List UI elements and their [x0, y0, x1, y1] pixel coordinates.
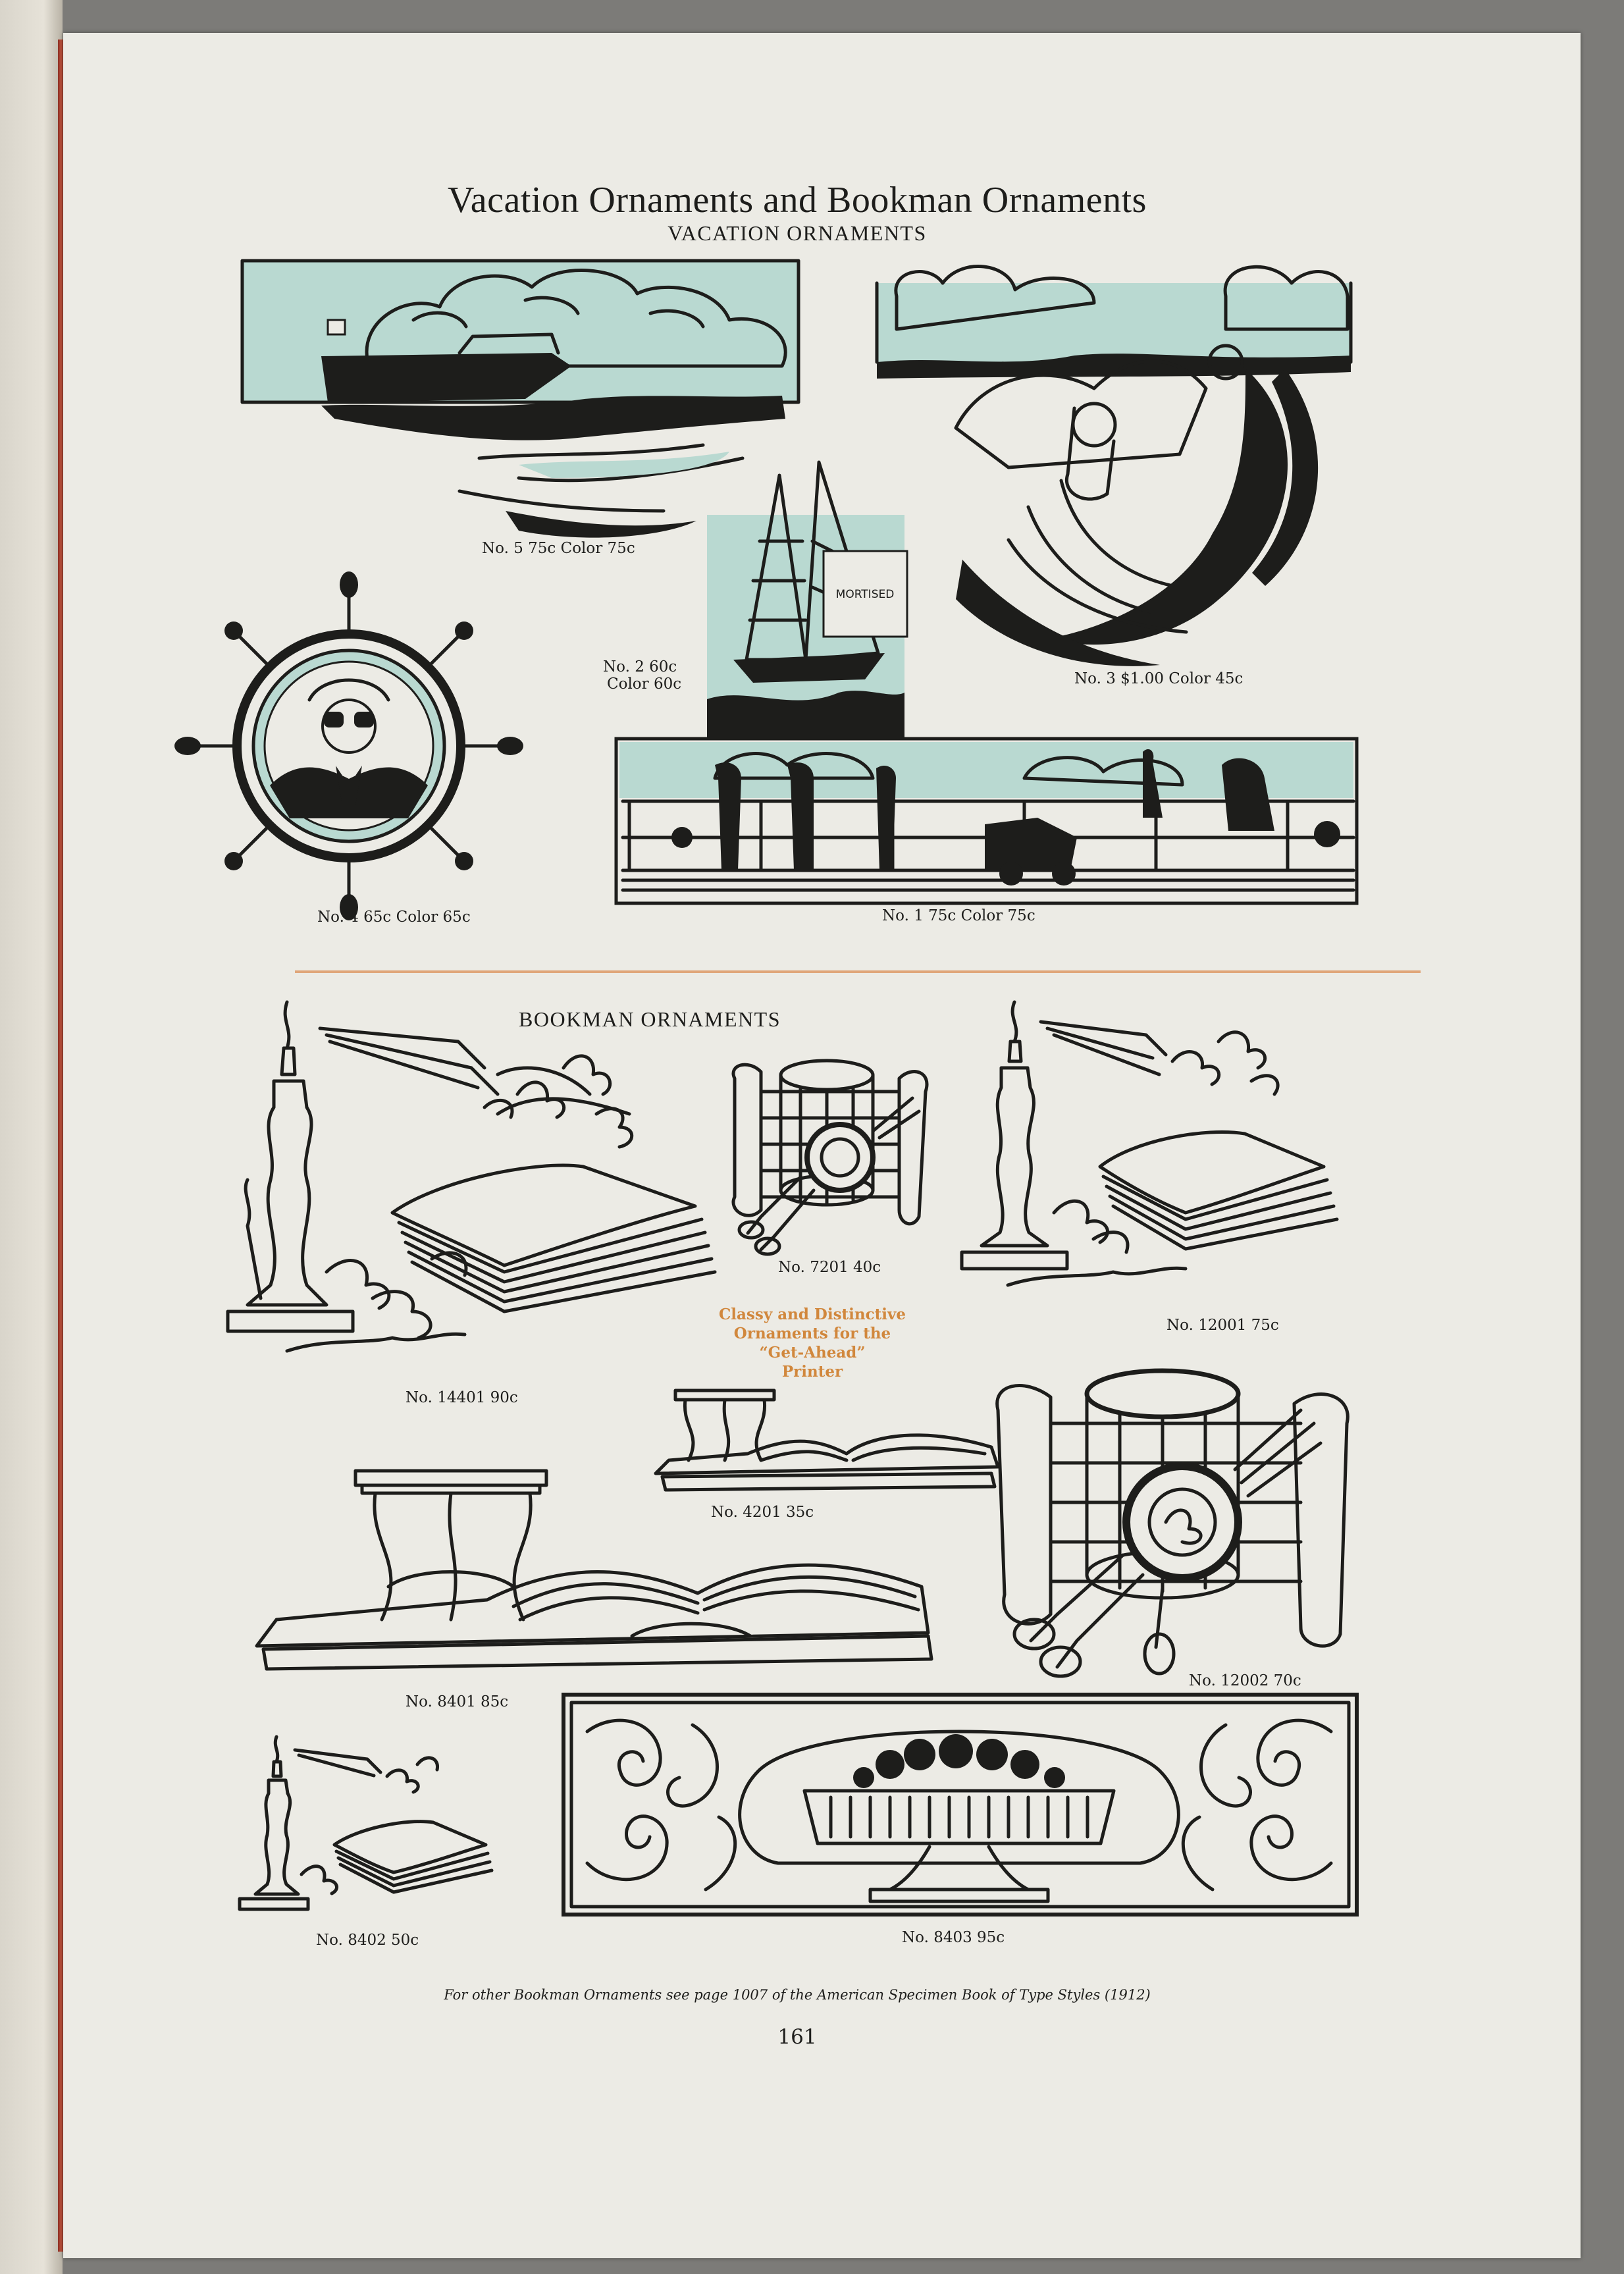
caption-no8403: No. 8403 95c — [902, 1929, 1005, 1946]
drum-horn-scroll-illustration — [991, 1364, 1360, 1690]
caption-no2-price: No. 2 60c — [603, 658, 677, 675]
caption-no12002: No. 12002 70c — [1189, 1672, 1301, 1689]
caption-no4201: No. 4201 35c — [711, 1504, 814, 1521]
bathers-in-wave-illustration — [877, 257, 1357, 685]
promo-line-2: Ornaments for the — [733, 1325, 891, 1342]
caption-no14401: No. 14401 90c — [406, 1389, 518, 1406]
promo-line-4: Printer — [781, 1363, 843, 1381]
footnote: For other Bookman Ornaments see page 1007 of the American Specimen Book of Type Styles (1912) — [444, 1987, 1151, 2003]
section-divider-rule — [295, 970, 1421, 973]
caption-no12001: No. 12001 75c — [1166, 1317, 1279, 1334]
caption-no5: No. 5 75c Color 75c — [482, 540, 635, 557]
page-number: 161 — [777, 2025, 817, 2049]
mortised-label: MORTISED — [835, 588, 895, 601]
promo-text — [700, 1305, 924, 1381]
fruit-basket-scrollwork-illustration — [561, 1692, 1364, 1917]
drum-horn-scroll-illustration — [721, 1052, 942, 1256]
caption-no3: No. 3 $1.00 Color 45c — [1074, 670, 1244, 687]
candle-book-laurel-illustration — [236, 1733, 585, 1937]
vacation-heading: VACATION ORNAMENTS — [668, 221, 927, 245]
previous-page-edge — [0, 0, 63, 2274]
boardwalk-scene-illustration — [616, 739, 1360, 906]
caption-no1: No. 1 75c Color 75c — [882, 907, 1035, 924]
caption-no8401: No. 8401 85c — [406, 1693, 509, 1710]
caption-no8402: No. 8402 50c — [316, 1932, 419, 1949]
hourglass-open-book-illustration — [237, 1468, 941, 1685]
promo-line-3: “Get-Ahead” — [759, 1344, 866, 1362]
bookman-heading: BOOKMAN ORNAMENTS — [519, 1007, 781, 1031]
caption-no2-color: Color 60c — [607, 675, 682, 693]
caption-no4: No. 4 65c Color 65c — [317, 909, 471, 926]
caption-no7201: No. 7201 40c — [778, 1259, 881, 1276]
ship-wheel-binoculars-illustration — [230, 578, 467, 907]
promo-line-1: Classy and Distinctive — [718, 1306, 906, 1323]
candle-book-laurel-illustration — [955, 995, 1363, 1311]
candle-book-laurel-illustration — [221, 995, 768, 1390]
page-title: Vacation Ornaments and Bookman Ornaments — [448, 180, 1147, 221]
catalog-page — [63, 33, 1581, 2258]
